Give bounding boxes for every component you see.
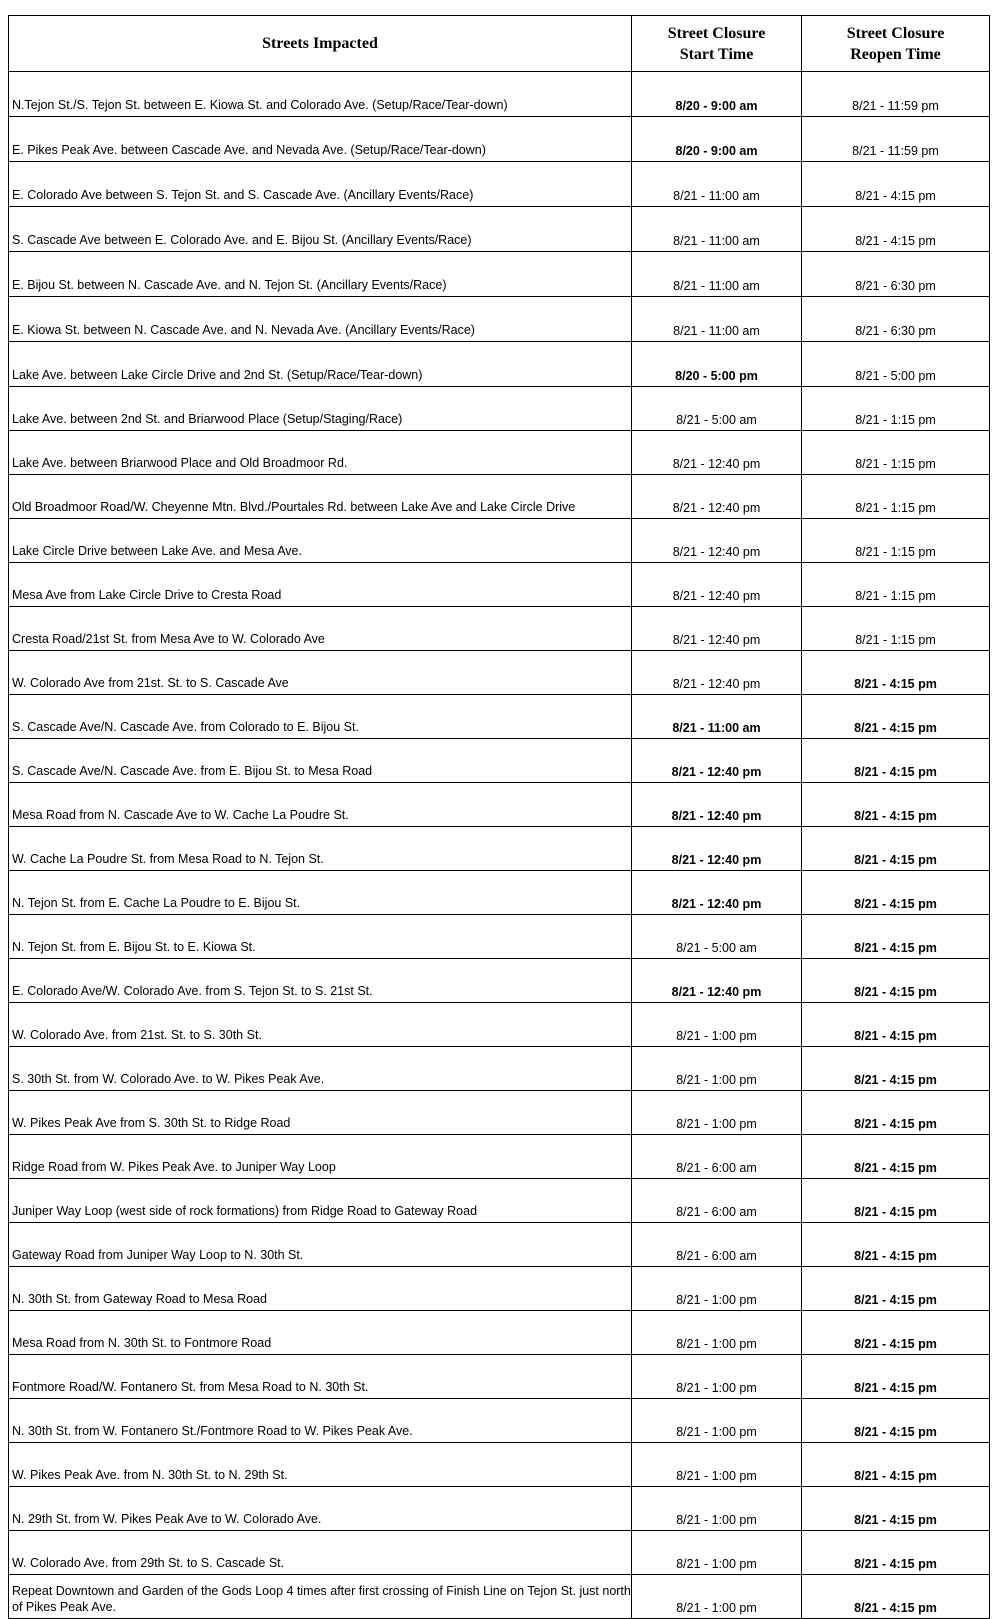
- table-row: [9, 915, 990, 959]
- table-row: [9, 117, 990, 162]
- table-row: [9, 431, 990, 475]
- start-time-cell: 8/21 - 1:00 pm: [632, 1399, 802, 1443]
- start-time-cell: 8/21 - 5:00 am: [632, 387, 802, 431]
- street-cell: N. Tejon St. from E. Bijou St. to E. Kiowa St.: [9, 915, 632, 959]
- street-cell: Mesa Road from N. Cascade Ave to W. Cache La Poudre St.: [9, 783, 632, 827]
- street-cell: W. Colorado Ave from 21st. St. to S. Cascade Ave: [9, 651, 632, 695]
- reopen-time-cell: 8/21 - 4:15 pm: [802, 1399, 990, 1443]
- street-cell: N. 30th St. from W. Fontanero St./Fontmore Road to W. Pikes Peak Ave.: [9, 1399, 632, 1443]
- street-cell: E. Colorado Ave between S. Tejon St. and S. Cascade Ave. (Ancillary Events/Race): [9, 162, 632, 207]
- reopen-time-cell: 8/21 - 4:15 pm: [802, 739, 990, 783]
- start-time-cell: 8/21 - 1:00 pm: [632, 1311, 802, 1355]
- reopen-time-cell: 8/21 - 4:15 pm: [802, 1575, 990, 1619]
- reopen-time-cell: 8/21 - 4:15 pm: [802, 651, 990, 695]
- table-row: [9, 739, 990, 783]
- start-time-cell: 8/21 - 5:00 am: [632, 915, 802, 959]
- closure-reopen-time-header: [802, 16, 990, 72]
- start-time-cell: 8/21 - 1:00 pm: [632, 1267, 802, 1311]
- start-time-cell: 8/21 - 11:00 am: [632, 162, 802, 207]
- table-row: [9, 1179, 990, 1223]
- reopen-time-cell: 8/21 - 6:30 pm: [802, 252, 990, 297]
- reopen-time-cell: 8/21 - 4:15 pm: [802, 1355, 990, 1399]
- start-time-cell: 8/21 - 1:00 pm: [632, 1531, 802, 1575]
- reopen-time-cell: 8/21 - 4:15 pm: [802, 1047, 990, 1091]
- table-header: [9, 16, 990, 72]
- start-time-cell: 8/21 - 11:00 am: [632, 207, 802, 252]
- header-line: Reopen Time: [850, 45, 941, 63]
- reopen-time-cell: 8/21 - 4:15 pm: [802, 783, 990, 827]
- reopen-time-cell: 8/21 - 4:15 pm: [802, 959, 990, 1003]
- table-row: [9, 1399, 990, 1443]
- reopen-time-cell: 8/21 - 4:15 pm: [802, 207, 990, 252]
- street-cell: Ridge Road from W. Pikes Peak Ave. to Juniper Way Loop: [9, 1135, 632, 1179]
- header-line: Street Closure: [667, 24, 766, 42]
- table-row: [9, 783, 990, 827]
- table-row: [9, 1487, 990, 1531]
- start-time-cell: 8/21 - 11:00 am: [632, 297, 802, 342]
- street-cell: E. Pikes Peak Ave. between Cascade Ave. and Nevada Ave. (Setup/Race/Tear-down): [9, 117, 632, 162]
- start-time-cell: 8/21 - 1:00 pm: [632, 1443, 802, 1487]
- reopen-time-cell: 8/21 - 1:15 pm: [802, 387, 990, 431]
- table-row: [9, 387, 990, 431]
- street-cell: Juniper Way Loop (west side of rock formations) from Ridge Road to Gateway Road: [9, 1179, 632, 1223]
- street-cell: S. Cascade Ave between E. Colorado Ave. and E. Bijou St. (Ancillary Events/Race): [9, 207, 632, 252]
- start-time-cell: 8/21 - 12:40 pm: [632, 783, 802, 827]
- reopen-time-cell: 8/21 - 4:15 pm: [802, 162, 990, 207]
- table-row: [9, 519, 990, 563]
- start-time-cell: 8/21 - 11:00 am: [632, 252, 802, 297]
- street-cell: Old Broadmoor Road/W. Cheyenne Mtn. Blvd./Pourtales Rd. between Lake Ave and Lake Circle Drive: [9, 475, 632, 519]
- table-row: [9, 1575, 990, 1619]
- table-row: [9, 1355, 990, 1399]
- table-row: [9, 1267, 990, 1311]
- reopen-time-cell: 8/21 - 4:15 pm: [802, 1091, 990, 1135]
- start-time-cell: 8/21 - 12:40 pm: [632, 871, 802, 915]
- start-time-cell: 8/21 - 12:40 pm: [632, 651, 802, 695]
- start-time-cell: 8/21 - 12:40 pm: [632, 475, 802, 519]
- table-row: [9, 1223, 990, 1267]
- street-cell: Repeat Downtown and Garden of the Gods Loop 4 times after first crossing of Finish Line on Tejon St. just north of Pikes Peak Ave.: [9, 1575, 632, 1619]
- start-time-cell: 8/21 - 12:40 pm: [632, 563, 802, 607]
- table-row: [9, 827, 990, 871]
- street-cell: W. Cache La Poudre St. from Mesa Road to N. Tejon St.: [9, 827, 632, 871]
- start-time-cell: 8/20 - 5:00 pm: [632, 342, 802, 387]
- reopen-time-cell: 8/21 - 4:15 pm: [802, 1267, 990, 1311]
- reopen-time-cell: 8/21 - 6:30 pm: [802, 297, 990, 342]
- street-cell: W. Pikes Peak Ave. from N. 30th St. to N. 29th St.: [9, 1443, 632, 1487]
- table-row: [9, 252, 990, 297]
- table-row: [9, 1135, 990, 1179]
- street-cell: E. Colorado Ave/W. Colorado Ave. from S. Tejon St. to S. 21st St.: [9, 959, 632, 1003]
- street-cell: Mesa Ave from Lake Circle Drive to Cresta Road: [9, 563, 632, 607]
- table-row: [9, 72, 990, 117]
- reopen-time-cell: 8/21 - 4:15 pm: [802, 871, 990, 915]
- start-time-cell: 8/21 - 12:40 pm: [632, 739, 802, 783]
- street-cell: S. Cascade Ave/N. Cascade Ave. from E. Bijou St. to Mesa Road: [9, 739, 632, 783]
- street-cell: Mesa Road from N. 30th St. to Fontmore Road: [9, 1311, 632, 1355]
- street-cell: W. Pikes Peak Ave from S. 30th St. to Ridge Road: [9, 1091, 632, 1135]
- table-row: [9, 475, 990, 519]
- start-time-cell: 8/21 - 1:00 pm: [632, 1575, 802, 1619]
- start-time-cell: 8/21 - 1:00 pm: [632, 1003, 802, 1047]
- table-row: [9, 959, 990, 1003]
- street-cell: S. 30th St. from W. Colorado Ave. to W. Pikes Peak Ave.: [9, 1047, 632, 1091]
- reopen-time-cell: 8/21 - 4:15 pm: [802, 1179, 990, 1223]
- reopen-time-cell: 8/21 - 4:15 pm: [802, 1311, 990, 1355]
- table-row: [9, 871, 990, 915]
- table-row: [9, 1531, 990, 1575]
- table-row: [9, 297, 990, 342]
- street-cell: Lake Ave. between 2nd St. and Briarwood Place (Setup/Staging/Race): [9, 387, 632, 431]
- reopen-time-cell: 8/21 - 1:15 pm: [802, 431, 990, 475]
- streets-impacted-header: Streets Impacted: [9, 16, 632, 72]
- table-row: [9, 1047, 990, 1091]
- table-row: [9, 563, 990, 607]
- start-time-cell: 8/21 - 1:00 pm: [632, 1091, 802, 1135]
- street-cell: S. Cascade Ave/N. Cascade Ave. from Colorado to E. Bijou St.: [9, 695, 632, 739]
- start-time-cell: 8/21 - 12:40 pm: [632, 827, 802, 871]
- reopen-time-cell: 8/21 - 4:15 pm: [802, 915, 990, 959]
- reopen-time-cell: 8/21 - 4:15 pm: [802, 1443, 990, 1487]
- street-cell: Gateway Road from Juniper Way Loop to N. 30th St.: [9, 1223, 632, 1267]
- start-time-cell: 8/21 - 12:40 pm: [632, 431, 802, 475]
- street-cell: W. Colorado Ave. from 29th St. to S. Cascade St.: [9, 1531, 632, 1575]
- reopen-time-cell: 8/21 - 5:00 pm: [802, 342, 990, 387]
- start-time-cell: 8/21 - 1:00 pm: [632, 1355, 802, 1399]
- table-row: [9, 1091, 990, 1135]
- street-cell: E. Bijou St. between N. Cascade Ave. and N. Tejon St. (Ancillary Events/Race): [9, 252, 632, 297]
- street-cell: N. 29th St. from W. Pikes Peak Ave to W. Colorado Ave.: [9, 1487, 632, 1531]
- reopen-time-cell: 8/21 - 1:15 pm: [802, 563, 990, 607]
- start-time-cell: 8/21 - 6:00 am: [632, 1223, 802, 1267]
- header-row: [9, 16, 990, 72]
- table-row: [9, 1443, 990, 1487]
- reopen-time-cell: 8/21 - 4:15 pm: [802, 827, 990, 871]
- table-row: [9, 651, 990, 695]
- start-time-cell: 8/20 - 9:00 am: [632, 72, 802, 117]
- street-cell: Lake Circle Drive between Lake Ave. and Mesa Ave.: [9, 519, 632, 563]
- reopen-time-cell: 8/21 - 11:59 pm: [802, 117, 990, 162]
- header-line: Start Time: [679, 45, 754, 63]
- start-time-cell: 8/21 - 6:00 am: [632, 1135, 802, 1179]
- reopen-time-cell: 8/21 - 1:15 pm: [802, 607, 990, 651]
- street-closures-table: [8, 15, 990, 1619]
- street-cell: N.Tejon St./S. Tejon St. between E. Kiowa St. and Colorado Ave. (Setup/Race/Tear-down): [9, 72, 632, 117]
- start-time-cell: 8/20 - 9:00 am: [632, 117, 802, 162]
- start-time-cell: 8/21 - 6:00 am: [632, 1179, 802, 1223]
- street-cell: Fontmore Road/W. Fontanero St. from Mesa Road to N. 30th St.: [9, 1355, 632, 1399]
- start-time-cell: 8/21 - 11:00 am: [632, 695, 802, 739]
- reopen-time-cell: 8/21 - 4:15 pm: [802, 695, 990, 739]
- start-time-cell: 8/21 - 12:40 pm: [632, 519, 802, 563]
- street-cell: N. 30th St. from Gateway Road to Mesa Road: [9, 1267, 632, 1311]
- table-body: [9, 72, 990, 1619]
- start-time-cell: 8/21 - 1:00 pm: [632, 1487, 802, 1531]
- table-row: [9, 342, 990, 387]
- street-cell: N. Tejon St. from E. Cache La Poudre to E. Bijou St.: [9, 871, 632, 915]
- table-row: [9, 695, 990, 739]
- street-cell: Cresta Road/21st St. from Mesa Ave to W. Colorado Ave: [9, 607, 632, 651]
- header-line: Street Closure: [846, 24, 945, 42]
- table-row: [9, 207, 990, 252]
- reopen-time-cell: 8/21 - 1:15 pm: [802, 519, 990, 563]
- street-cell: E. Kiowa St. between N. Cascade Ave. and N. Nevada Ave. (Ancillary Events/Race): [9, 297, 632, 342]
- reopen-time-cell: 8/21 - 4:15 pm: [802, 1003, 990, 1047]
- reopen-time-cell: 8/21 - 1:15 pm: [802, 475, 990, 519]
- start-time-cell: 8/21 - 12:40 pm: [632, 607, 802, 651]
- reopen-time-cell: 8/21 - 4:15 pm: [802, 1531, 990, 1575]
- street-cell: Lake Ave. between Lake Circle Drive and 2nd St. (Setup/Race/Tear-down): [9, 342, 632, 387]
- table-row: [9, 1311, 990, 1355]
- reopen-time-cell: 8/21 - 11:59 pm: [802, 72, 990, 117]
- reopen-time-cell: 8/21 - 4:15 pm: [802, 1223, 990, 1267]
- reopen-time-cell: 8/21 - 4:15 pm: [802, 1135, 990, 1179]
- table-row: [9, 1003, 990, 1047]
- street-cell: Lake Ave. between Briarwood Place and Old Broadmoor Rd.: [9, 431, 632, 475]
- street-cell: W. Colorado Ave. from 21st. St. to S. 30th St.: [9, 1003, 632, 1047]
- start-time-cell: 8/21 - 12:40 pm: [632, 959, 802, 1003]
- start-time-cell: 8/21 - 1:00 pm: [632, 1047, 802, 1091]
- reopen-time-cell: 8/21 - 4:15 pm: [802, 1487, 990, 1531]
- table-row: [9, 607, 990, 651]
- table-row: [9, 162, 990, 207]
- closure-start-time-header: [632, 16, 802, 72]
